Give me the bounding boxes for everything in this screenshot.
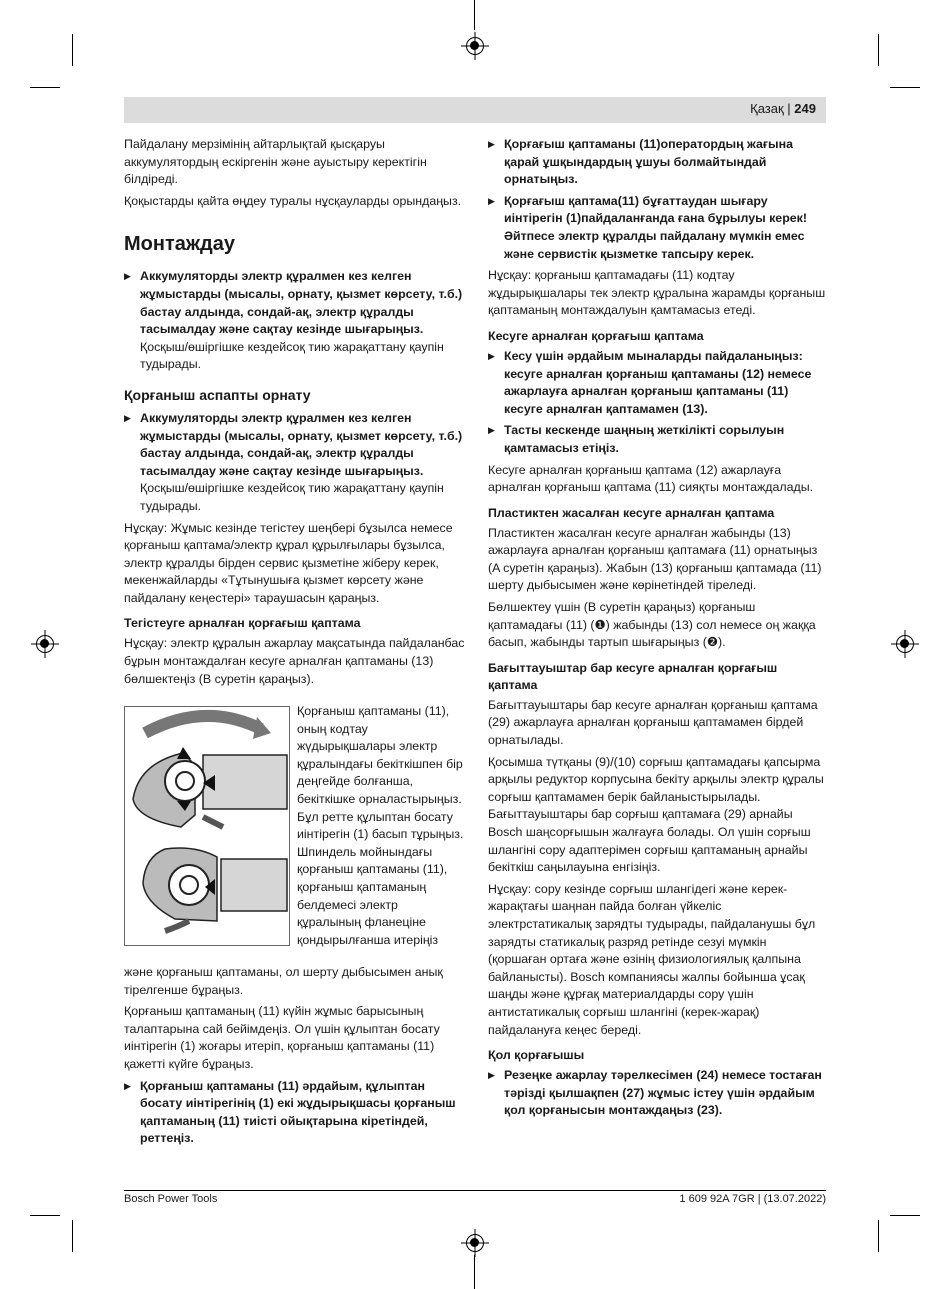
subsection-title: Тегістеуге арналған қорғағыш қаптама bbox=[124, 616, 361, 631]
section-title: Монтаждау bbox=[124, 233, 235, 256]
subsection-title: Қол қорғағышы bbox=[488, 1048, 585, 1063]
crop-mark bbox=[474, 0, 475, 30]
crop-mark bbox=[30, 87, 60, 88]
warning-bullet bbox=[124, 1078, 466, 1148]
note-paragraph: Нұсқау: сору кезінде сорғыш шлангідегі және керек-жарақтағы шаңнан пайда болған үйкеліс электрстатикалық зарядты тудырады, пайдаланушы бұл зарядты статикалық разряд ретінде сезуі мүмкін (қоршаған ортаға және өзінің физиологиялық қалпына байланысты). Bosch компаниясы жалпы бойынша ұсақ шаңды және құрғақ материалдарды сору үшін антистатикалық сорғыш шлангіні (керек-жарақ) пайдалануға кеңес береді. bbox=[488, 881, 816, 1037]
warning-text: ▶ Қорғаныш қаптаманы (11) әрдайым, құлыптан босату иінтірегінің (1) екі жұдырықшасы қорғаныш қаптаманың (11) тиісті ойықтарына кіретіндей, реттеңіз. bbox=[140, 1078, 456, 1146]
note-paragraph: Нұсқау: қорғаныш қаптамадағы (11) кодтау жұдырықшалары тек электр құралына жарамды қорғаныш қаптаманың монтаждалуын қамтамасыз етеді. bbox=[488, 268, 826, 318]
warning-text: ▶ Аккумуляторды электр құралмен кез келген жұмыстарды (мысалы, орнату, қызмет көрсету, т.б.) бастау алдында, сондай-ақ, электр құралды тасымалдау және сақтау кезінде шығарыңыз. bbox=[140, 410, 463, 478]
left-column bbox=[124, 136, 466, 692]
crop-mark bbox=[72, 1220, 73, 1252]
body-paragraph: Кесуге арналған қорғаныш қаптама (12) ажарлауға арналған қорғаныш қаптама (11) сияқты монтаждалады. bbox=[488, 462, 814, 495]
body-paragraph: Бағыттауыштары бар кесуге арналған қорғаныш қаптама (29) ажарлауға арналған қорғаныш қаптамамен бірдей орнатылады. bbox=[488, 697, 818, 748]
subsection-title: Пластиктен жасалған кесуге арналған қаптама bbox=[488, 505, 775, 520]
subsection-title: Бағыттауыштар бар кесуге арналған қорғағыш қаптама bbox=[488, 660, 778, 692]
warning-text: ▶ Қорғағыш қаптаманы (11)оператордың жағына қарай ұшқындардың ұшуы болмайтындай орнатыңыз. bbox=[504, 137, 794, 187]
warning-bullet bbox=[488, 136, 826, 189]
note-paragraph: Нұсқау: Жұмыс кезінде тегістеу шеңбері бұзылса немесе қорғаныш қаптама/электр құрал құрылғылары бұзылса, электр құралды бірден сервис қызметіне жіберу керек, мекенжайларды «Тұтынушыға қызмет көрсету және пайдалану кеңестері» тараушасын қараңыз. bbox=[124, 520, 453, 605]
registration-mark-icon bbox=[896, 635, 914, 653]
warning-explanation: Қосқыш/өшіргішке кездейсоқ тию жарақаттану қаупін тудырады. bbox=[140, 481, 444, 513]
right-column bbox=[488, 136, 826, 1124]
body-paragraph: Бөлшектеу үшін (B суретін қараңыз) қорғаныш қаптамадағы (11) (❶) жабынды (13) сол немесе оң жаққа басып, жабынды тартып шығарыңыз (❷). bbox=[488, 600, 816, 650]
registration-mark-icon bbox=[466, 1234, 484, 1252]
warning-explanation: Қосқыш/өшіргішке кездейсоқ тию жарақаттану қаупін тудырады. bbox=[140, 339, 444, 372]
registration-mark-icon bbox=[466, 37, 484, 55]
footer-rule bbox=[124, 1190, 826, 1191]
crop-mark bbox=[72, 34, 73, 66]
crop-mark bbox=[878, 34, 879, 66]
figure-side-text: Қорғаныш қаптаманы (11), оның кодтау жүдырықшалары электр құралындағы бекіткішпен бір деңгейде болғанша, бекіткішке орналастырыңыз. Бұл ретте құлыптан босату иінтірегін (1) басып тұрыңыз. Шпиндель мойнындағы қорғаныш қаптаманы (11), қорғаныш қаптаманың белдемесі электр құралының фланеціне қондырылғанша итеріңіз bbox=[297, 704, 464, 947]
header-label bbox=[750, 101, 816, 116]
guard-mounting-illustration bbox=[124, 706, 290, 946]
subsection-title: Қорғаныш аспапты орнату bbox=[124, 386, 311, 403]
registration-mark-icon bbox=[36, 635, 54, 653]
subsection-title: Кесуге арналған қорғағыш қаптама bbox=[488, 328, 704, 343]
note-paragraph: Нұсқау: электр құралын ажарлау мақсатында пайдаланбас бұрын монтаждалған кесуге арналған қаптаманы (13) бөлшектеңіз (B суретін қараңыз). bbox=[124, 636, 465, 686]
angle-grinder-drawing bbox=[125, 707, 289, 945]
body-paragraph: және қорғаныш қаптаманы, ол шерту дыбысымен анық тірелгенше бұраңыз. bbox=[124, 965, 443, 997]
crop-mark bbox=[30, 1215, 60, 1216]
warning-bullet bbox=[488, 1067, 826, 1120]
footer-brand: Bosch Power Tools bbox=[124, 1193, 218, 1205]
warning-text: ▶ Тасты кескенде шаңның жеткілікті сорылуын қамтамасыз етіңіз. bbox=[504, 423, 785, 455]
intro-paragraph: Пайдалану мерзімінің айтарлықтай қысқаруы аккумулятордың ескіргенін және ауыстыру керектігін білдіреді. bbox=[124, 137, 427, 187]
warning-bullet bbox=[488, 348, 826, 418]
body-paragraph: Қорғаныш қаптаманың (11) күйін жұмыс барысының талаптарына сай бейімдеңіз. Ол үшін құлыптан босату иінтірегін (1) жоғары итеріп, қорғаныш қаптаманы (11) қажетті күйге бұраңыз. bbox=[124, 1004, 440, 1071]
header-separator: | bbox=[783, 101, 795, 116]
warning-bullet bbox=[124, 410, 466, 516]
warning-bullet bbox=[124, 268, 466, 374]
warning-bullet bbox=[488, 193, 826, 263]
footer-doc-number: 1 609 92A 7GR | (13.07.2022) bbox=[679, 1193, 826, 1205]
warning-bullet bbox=[488, 422, 826, 457]
crop-mark bbox=[890, 1215, 920, 1216]
warning-text: ▶ Резеңке ажарлау тәрелкесімен (24) немесе тостаған тәрізді қылшақпен (27) жұмыс істеу үшін әрдайым қол қорғанысын монтаждаңыз (23). bbox=[504, 1068, 822, 1118]
crop-mark bbox=[890, 87, 920, 88]
intro-paragraph: Қоқыстарды қайта өңдеу туралы нұсқауларды орындаңыз. bbox=[124, 193, 462, 208]
warning-text: ▶ Аккумуляторды электр құралмен кез келген жұмыстарды (мысалы, орнату, қызмет көрсету, т.б.) бастау алдында, сондай-ақ, электр құралды тасымалдау және сақтау кезінде шығарыңыз. bbox=[140, 269, 463, 337]
page-header bbox=[124, 97, 826, 123]
header-language: Қазақ bbox=[750, 101, 784, 116]
left-column-continued bbox=[124, 964, 466, 1152]
crop-mark bbox=[474, 1255, 475, 1289]
body-paragraph: Пластиктен жасалған кесуге арналған жабынды (13) ажарлауға арналған қорғаныш қаптамаға (11) орнатыңыз (A суретін қараңыз). Жабын (13) қорғаныш қаптамада (11) шерту дыбысымен және көрінетіндей тіреледі. bbox=[488, 525, 822, 593]
warning-text: ▶ Қорғағыш қаптама(11) бұғаттаудан шығару иінтірегін (1)пайдаланғанда ғана бұрылуы керек! Әйтпесе электр құралды пайдалану мүмкін емес және сервистік қызметке тапсыру керек. bbox=[504, 193, 807, 261]
body-paragraph: Қосымша түтқаны (9)/(10) сорғыш қаптамадағы қапсырма арқылы редуктор корпусына бекіту арқылы электр құралы сорғыш қаптамамен берік байланыстырылады. Бағыттауыштары бар сорғыш қаптамаға (29) арнайы Bosch шаңсорғышын жалғауға болады. Ол үшін сорғыш шлангіні сору адаптерімен сорғыш қаптаманың арнайы бекіткіш саңылауына енгізіңіз. bbox=[488, 754, 824, 875]
crop-mark bbox=[878, 1220, 879, 1252]
page-number: 249 bbox=[794, 101, 816, 116]
warning-text: ▶ Кесу үшін әрдайым мыналарды пайдаланыңыз: кесуге арналған қорғаныш қаптаманы (12) немесе ажарлауға арналған қорғаныш қаптаманы (11) кесуге арналған қаптамамен (13). bbox=[504, 348, 812, 416]
